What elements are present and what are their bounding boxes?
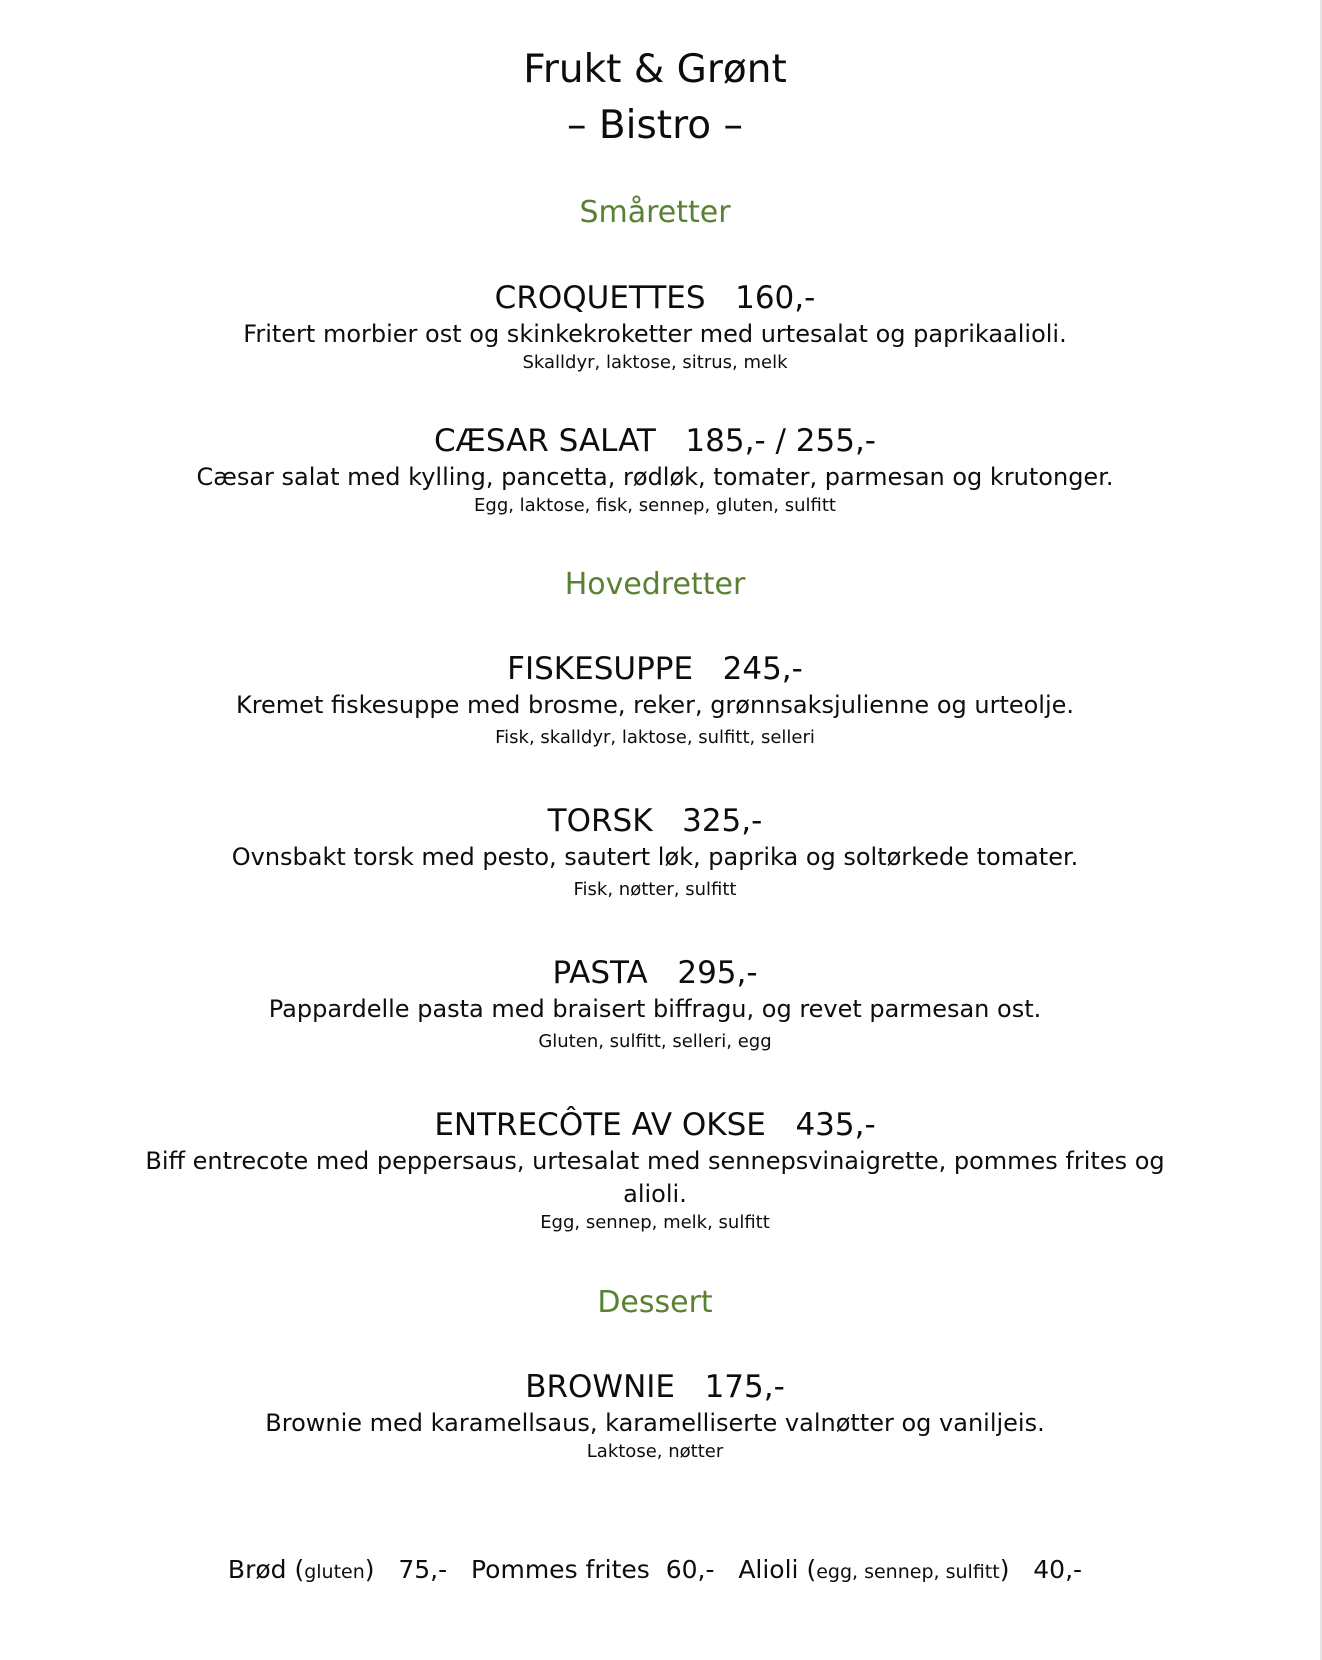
section-heading-dessert: Dessert <box>597 1285 713 1320</box>
dish-price: 435,- <box>795 1107 876 1143</box>
dish-allergens: Gluten, sulfitt, selleri, egg <box>538 1031 772 1052</box>
dish-title <box>0 1367 1310 1407</box>
dish-title <box>0 953 1310 993</box>
dish-name: CÆSAR SALAT <box>433 423 656 459</box>
side-bread-allergens: gluten <box>304 1561 365 1583</box>
dish-description: Kremet fiskesuppe med brosme, reker, grønnsaksjulienne og urteolje. <box>235 691 1075 719</box>
dish-name: TORSK <box>547 803 653 839</box>
dish-name: FISKESUPPE <box>507 651 694 687</box>
dish-allergens: Egg, laktose, fisk, sennep, gluten, sulfitt <box>474 495 836 516</box>
section-heading-smaretter: Småretter <box>579 195 731 230</box>
side-bread-price: 75,- <box>398 1555 448 1584</box>
dish-brownie <box>0 1367 1310 1464</box>
dish-allergens: Egg, sennep, melk, sulfitt <box>540 1212 770 1233</box>
dish-title <box>0 278 1310 318</box>
dish-name: BROWNIE <box>525 1369 675 1405</box>
dish-allergens: Skalldyr, laktose, sitrus, melk <box>522 352 788 373</box>
menu-header <box>0 42 1310 154</box>
restaurant-title: Frukt & Grønt <box>523 47 787 92</box>
dish-entrecote <box>0 1105 1310 1235</box>
dish-fiskesuppe <box>0 649 1310 750</box>
side-fries-label: Pommes frites <box>471 1555 650 1584</box>
dish-description: Brownie med karamellsaus, karamelliserte valnøtter og vaniljeis. <box>265 1409 1045 1437</box>
dish-title <box>0 421 1310 461</box>
dish-title <box>0 801 1310 841</box>
dish-price: 245,- <box>722 651 803 687</box>
sides-line: Brød (gluten) 75,- Pommes frites 60,- Alioli (egg, sennep, sulfitt) 40,- <box>227 1555 1083 1584</box>
dish-allergens: Fisk, skalldyr, laktose, sulfitt, selleri <box>495 727 815 748</box>
section-heading-hovedretter: Hovedretter <box>564 567 746 602</box>
dish-croquettes <box>0 278 1310 375</box>
dish-title <box>0 649 1310 689</box>
dish-description: Cæsar salat med kylling, pancetta, rødløk, tomater, parmesan og krutonger. <box>196 463 1114 491</box>
dish-name: PASTA <box>552 955 648 991</box>
dish-price: 185,- / 255,- <box>685 423 876 459</box>
dish-pasta <box>0 953 1310 1054</box>
restaurant-subtitle: – Bistro – <box>566 103 744 148</box>
side-alioli-allergens: egg, sennep, sulfitt <box>816 1561 1000 1583</box>
side-fries-price: 60,- <box>665 1555 715 1584</box>
dish-title <box>0 1105 1310 1145</box>
dish-allergens: Fisk, nøtter, sulfitt <box>573 879 737 900</box>
side-alioli-price: 40,- <box>1033 1555 1083 1584</box>
dish-name: ENTRECÔTE AV OKSE <box>434 1107 766 1143</box>
dish-price: 295,- <box>677 955 758 991</box>
dish-caesar-salat <box>0 421 1310 518</box>
dish-torsk <box>0 801 1310 902</box>
dish-description: Pappardelle pasta med braisert biffragu, og revet parmesan ost. <box>268 995 1042 1023</box>
dish-description: Biff entrecote med peppersaus, urtesalat med sennepsvinaigrette, pommes frites og alioli. <box>145 1147 1165 1208</box>
dish-price: 160,- <box>735 280 816 316</box>
dish-description: Fritert morbier ost og skinkekroketter med urtesalat og paprikaalioli. <box>243 320 1067 348</box>
dish-allergens: Laktose, nøtter <box>586 1441 724 1462</box>
dish-name: CROQUETTES <box>494 280 706 316</box>
dish-price: 325,- <box>682 803 763 839</box>
side-bread-label: Brød <box>227 1555 287 1584</box>
dish-price: 175,- <box>704 1369 785 1405</box>
dish-description: Ovnsbakt torsk med pesto, sautert løk, paprika og soltørkede tomater. <box>231 843 1079 871</box>
side-alioli-label: Alioli <box>738 1555 799 1584</box>
